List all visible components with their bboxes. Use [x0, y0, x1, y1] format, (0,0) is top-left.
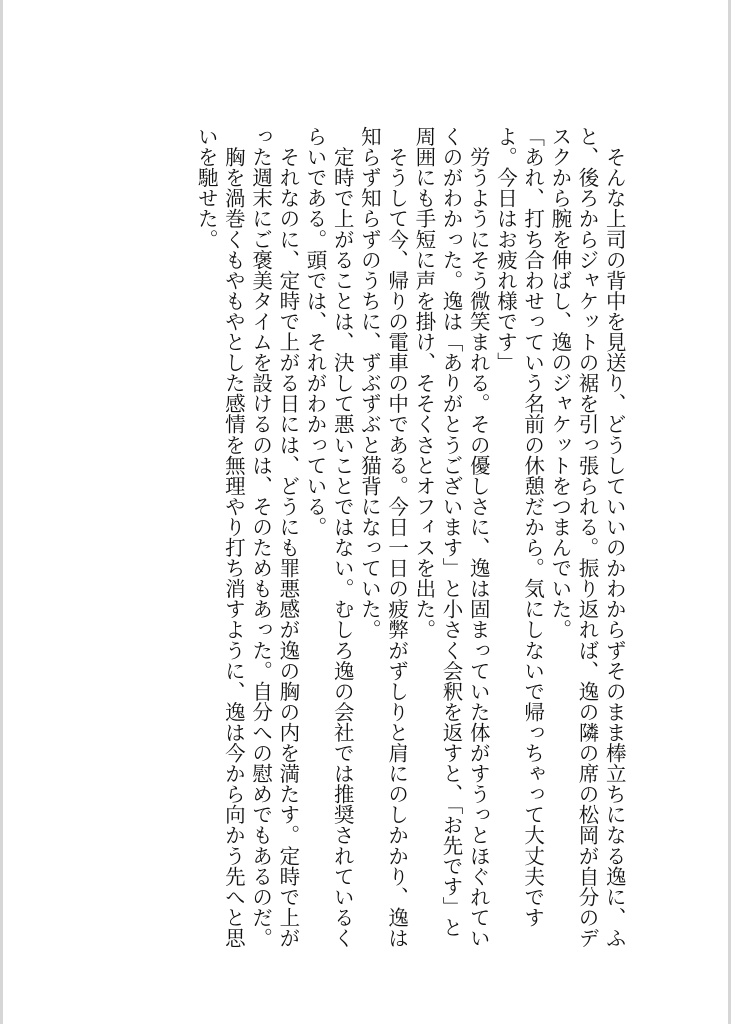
- paragraph: そんな上司の背中を見送り、どうしていいのかわからずそのまま棒立ちになる逸に、ふと、後ろからジャケットの裾を引っ張られる。振り返れば、逸の隣の席の松岡が自分のデスクから腕を伸ばし、逸のジャケットをつまんでいた。: [547, 126, 627, 948]
- vertical-text-columns: [192, 126, 627, 956]
- paragraph: 「あれ、打ち合わせっていう名前の休憩だから。気にしないで帰っちゃって大丈夫ですよ。今日はお疲れ様です」: [493, 126, 545, 928]
- paragraph: それなのに、定時で上がる日には、どうにも罪悪感が逸の胸の内を満たす。定時で上がった週末にご褒美タイムを設けるのは、そのためもあった。自分への慰めでもあるのだ。: [248, 126, 300, 948]
- body-text: [192, 126, 642, 956]
- paragraph: そうして今、帰りの電車の中である。今日一日の疲弊がずしりと肩にのしかかり、逸は知らず知らずのうちに、ずぶずぶと猫背になっていた。: [357, 126, 409, 948]
- paragraph: 胸を渦巻くもやもやとした感情を無理やり打ち消すように、逸は今から向かう先へと思いを馳せた。: [194, 126, 246, 948]
- paragraph: 定時で上がることは、決して悪いことではない。むしろ逸の会社では推奨されているくらいである。頭では、それがわかっている。: [303, 126, 355, 948]
- paragraph: 労うようにそう微笑まれる。その優しさに、逸は固まっていた体がすうっとほぐれていくのがわかった。逸は「ありがとうございます」と小さく会釈を返すと、「お先です」と周囲にも手短に声を掛け、そそくさとオフィスを出た。: [411, 126, 491, 948]
- page-edge-left: [0, 0, 3, 1024]
